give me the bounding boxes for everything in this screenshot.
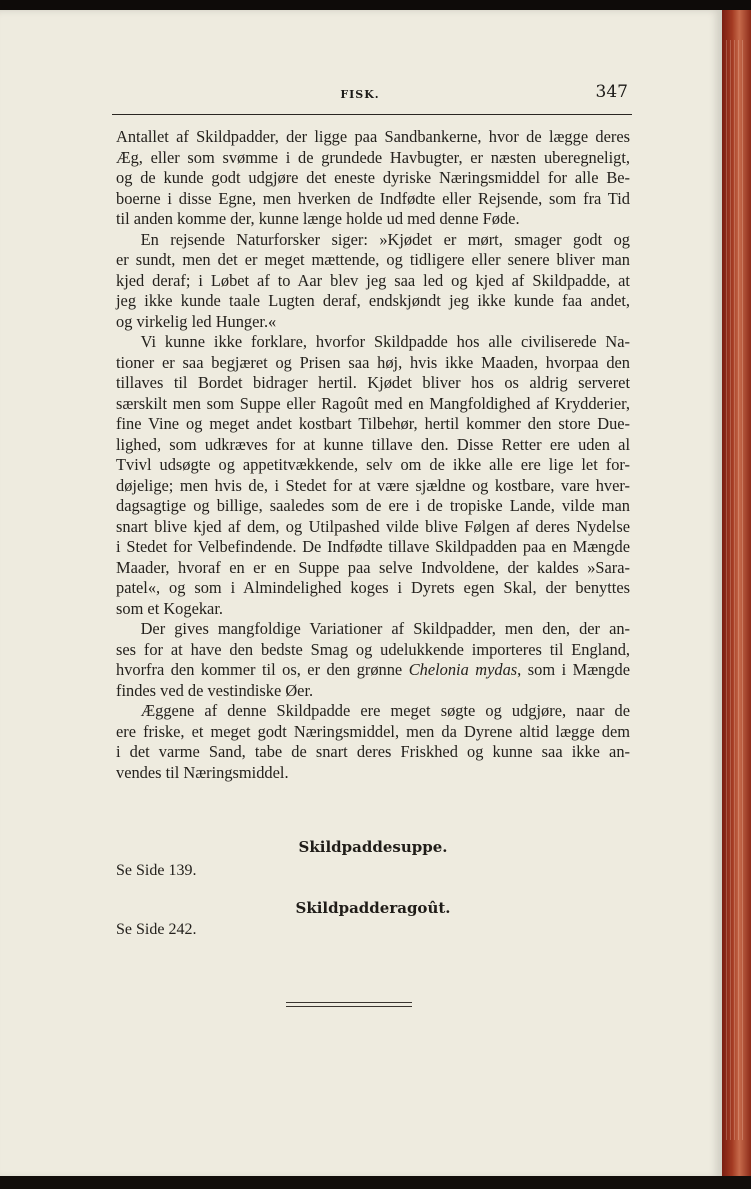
running-head: FISK. [340, 88, 380, 101]
text-line: Maader, hvoraf en er en Suppe paa selve Indvoldene, der kaldes »Sara- [116, 557, 630, 577]
page-edge-lines [726, 40, 746, 1140]
text-line: til anden komme der, kunne længe holde ud med denne Føde. [116, 209, 520, 228]
page-number: 347 [595, 82, 628, 102]
text-line: i Stedet for Velbefindende. De Indfødte tillave Skildpadden paa en Mængde [116, 537, 630, 556]
header-rule [112, 114, 632, 115]
text-line: er sundt, men det er meget mættende, og tidligere eller senere bliver man [116, 250, 630, 269]
text-line: Der gives mangfoldige Variationer af Skildpadder, men den, der an- [116, 619, 630, 638]
end-rule-bottom [286, 1006, 412, 1007]
text-line: En rejsende Naturforsker siger: »Kjødet er mørt, smager godt og [116, 229, 630, 249]
text-line: ere friske, et meget godt Næringsmiddel, men da Dyrene altid lægge dem [116, 721, 630, 741]
text-line: særskilt men som Suppe eller Ragoût med en Mangfoldighed af Krydderier, [116, 393, 630, 413]
text-line: som et Kogekar. [116, 598, 223, 618]
text-line: dagsagtige og billige, saaledes som de ere i de tropiske Lande, vilde man [116, 496, 630, 515]
text-line: i det varme Sand, tabe de snart deres Friskhed og kunne saa ikke an- [116, 742, 630, 761]
text-line: og de kunde godt udgjøre det eneste dyriske Næringsmiddel for alle Be- [116, 168, 630, 187]
text-line: hvorfra den kommer til os, er den grønne Chelonia mydas, som i Mængde [116, 660, 630, 679]
text-line: tillaves til Bordet bidrager hertil. Kjødet bliver hos os aldrig serveret [116, 373, 630, 392]
recipe-heading-soup: Skildpaddesuppe. [298, 838, 448, 856]
text-line: kjed deraf; i Løbet af to Aar blev jeg saa led og kjed af Skildpadde, at [116, 270, 630, 290]
text-line: ses for at have den bedste Smag og udelukkende importeres til England, [116, 639, 630, 659]
end-rule-top [286, 1002, 412, 1003]
text-line: Æggene af denne Skildpadde ere meget søgte og udgjøre, naar de [116, 701, 630, 720]
text-line: patel«, og som i Almindelighed koges i Dyrets egen Skal, der benyttes [116, 578, 630, 597]
text-line: Æg, eller som svømme i de grundede Havbugter, er næsten uberegneligt, [116, 147, 630, 167]
recipe-reference-soup: Se Side 139. [116, 862, 197, 879]
text-line: lighed, som udkræves for at kunne tillave den. Disse Retter ere uden al [116, 434, 630, 454]
text-line: jeg ikke kunde taale Lugten deraf, endskjøndt jeg ikke kunde faa andet, [116, 291, 630, 310]
text-line: døjelige; men hvis de, i Stedet for at være sjældne og kostbare, vare hver- [116, 475, 630, 495]
text-line: snart blive kjed af dem, og Utilpashed vilde blive Følgen af deres Nydelse [116, 516, 630, 536]
text-line: Antallet af Skildpadder, der ligge paa Sandbankerne, hvor de lægge deres [116, 127, 630, 146]
recipe-heading-ragout: Skildpadderagoût. [295, 899, 451, 917]
text-line: og virkelig led Hunger.« [116, 311, 277, 331]
text-line: fine Vine og meget andet kostbart Tilbehør, hertil kommer den store Due- [116, 414, 630, 433]
text-line: tioner er saa begjæret og Prisen saa høj, hvis ikke Maaden, hvorpaa den [116, 352, 630, 372]
text-line: Vi kunne ikke forklare, hvorfor Skildpadde hos alle civiliserede Na- [116, 332, 630, 351]
text-line: boerne i disse Egne, men hverken de Indfødte eller Rejsende, som fra Tid [116, 188, 630, 208]
recipe-reference-ragout: Se Side 242. [116, 921, 197, 938]
text-line: findes ved de vestindiske Øer. [116, 680, 314, 700]
text-line: Tvivl udsøgte og appetitvækkende, selv om de ikke alle ere lige let for- [116, 455, 630, 474]
scan-bottom-border [0, 1176, 751, 1189]
body-text [116, 127, 630, 783]
text-line: vendes til Næringsmiddel. [116, 762, 289, 782]
